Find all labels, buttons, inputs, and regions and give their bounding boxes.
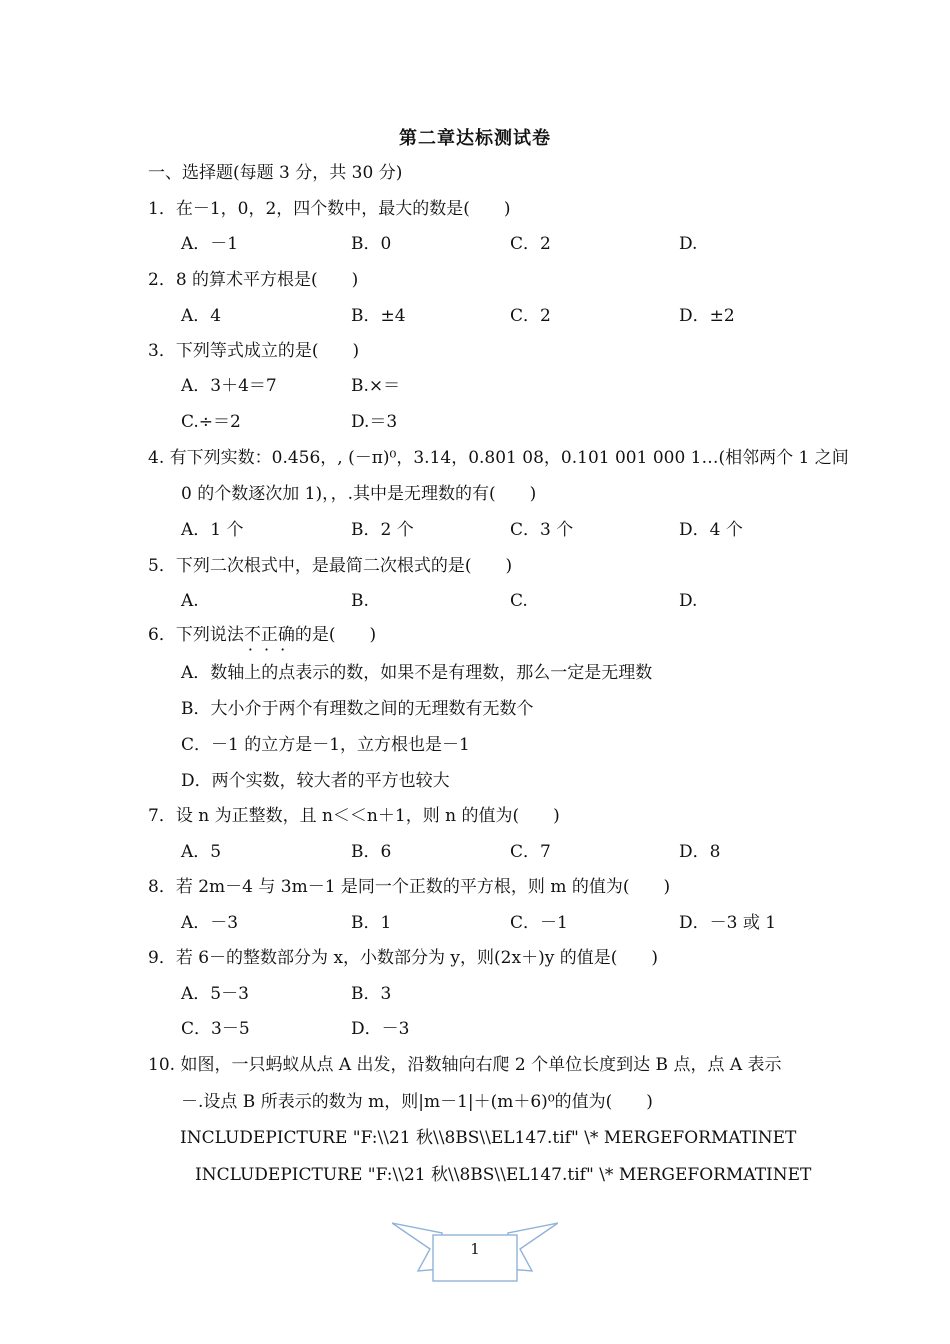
q3-option-d: D.＝3 xyxy=(351,412,398,432)
q1-option-a: A．－1 xyxy=(181,234,239,254)
q2-option-c: C．2 xyxy=(510,306,551,326)
q9-option-b: B．3 xyxy=(351,984,392,1004)
q1-option-c: C．2 xyxy=(510,234,551,254)
page-title: 第二章达标测试卷 xyxy=(399,128,551,149)
q2-option-d: D．±2 xyxy=(679,306,735,326)
q8-option-c: C．－1 xyxy=(510,913,568,933)
q9-option-c: C．3－5 xyxy=(181,1019,250,1039)
question-10-line-2: －.设点 B 所表示的数为 m，则|m－1|＋(m＋6)⁰的值为( ) xyxy=(181,1092,653,1112)
q5-option-c: C. xyxy=(510,591,528,611)
q7-option-c: C．7 xyxy=(510,842,551,862)
q1-option-d: D. xyxy=(679,234,698,254)
q3-option-b: B.×＝ xyxy=(351,376,401,396)
q5-option-b: B. xyxy=(351,591,369,611)
q9-option-d: D．－3 xyxy=(351,1019,410,1039)
question-10-line-1: 10. 如图，一只蚂蚁从点 A 出发，沿数轴向右爬 2 个单位长度到达 B 点，点 A 表示 xyxy=(148,1055,782,1075)
q5-option-d: D. xyxy=(679,591,698,611)
question-2: 2．8 的算术平方根是( ) xyxy=(148,270,359,290)
q9-option-a: A．5－3 xyxy=(181,984,249,1004)
question-5: 5．下列二次根式中，是最简二次根式的是( ) xyxy=(148,556,513,576)
question-3: 3．下列等式成立的是( ) xyxy=(148,341,360,361)
field-code-2: INCLUDEPICTURE "F:\\21 秋\\8BS\\EL147.tif" \* MERGEFORMATINET xyxy=(195,1165,812,1185)
question-8: 8．若 2m－4 与 3m－1 是同一个正数的平方根，则 m 的值为( ) xyxy=(148,877,671,897)
q4-option-d: D．4 个 xyxy=(679,520,743,540)
q6-stem-pre: 6．下列说法 xyxy=(148,625,244,645)
q6-option-b: B．大小介于两个有理数之间的无理数有无数个 xyxy=(181,699,534,719)
q4-option-b: B．2 个 xyxy=(351,520,414,540)
q3-option-c: C.÷＝2 xyxy=(181,412,241,432)
q6-emphasis: 不正确 · · · xyxy=(244,623,295,647)
q2-option-a: A．4 xyxy=(181,306,222,326)
question-4-line-2: 0 的个数逐次加 1)，，.其中是无理数的有( ) xyxy=(181,484,537,504)
q8-option-a: A．－3 xyxy=(181,913,239,933)
q4-option-a: A．1 个 xyxy=(181,520,244,540)
q7-option-d: D．8 xyxy=(679,842,721,862)
q7-option-a: A．5 xyxy=(181,842,222,862)
q1-option-b: B．0 xyxy=(351,234,392,254)
q5-option-a: A. xyxy=(181,591,199,611)
q7-option-b: B．6 xyxy=(351,842,392,862)
q4-option-c: C．3 个 xyxy=(510,520,574,540)
question-9: 9．若 6－的整数部分为 x，小数部分为 y，则(2x＋)y 的值是( ) xyxy=(148,948,658,968)
page-number: 1 xyxy=(470,1240,480,1258)
q8-option-d: D．－3 或 1 xyxy=(679,913,777,933)
q6-option-d: D．两个实数，较大者的平方也较大 xyxy=(181,771,450,791)
question-7: 7．设 n 为正整数，且 n＜＜n＋1，则 n 的值为( ) xyxy=(148,806,560,826)
question-6 xyxy=(148,623,376,647)
q8-option-b: B．1 xyxy=(351,913,392,933)
q3-option-a: A．3＋4＝7 xyxy=(181,376,277,396)
q6-option-a: A．数轴上的点表示的数，如果不是有理数，那么一定是无理数 xyxy=(181,663,653,683)
section-heading: 一、选择题(每题 3 分，共 30 分) xyxy=(148,163,403,183)
q2-option-b: B．±4 xyxy=(351,306,406,326)
field-code-1: INCLUDEPICTURE "F:\\21 秋\\8BS\\EL147.tif" \* MERGEFORMATINET xyxy=(180,1128,797,1148)
question-4-line-1: 4. 有下列实数：0.456，, (－π)⁰，3.14，0.801 08，0.101 001 000 1…(相邻两个 1 之间 xyxy=(148,448,849,468)
question-1: 1．在－1，0，2，四个数中，最大的数是( ) xyxy=(148,199,511,219)
q6-stem-post: 的是( ) xyxy=(294,625,377,645)
q6-option-c: C．－1 的立方是－1，立方根也是－1 xyxy=(181,735,470,755)
